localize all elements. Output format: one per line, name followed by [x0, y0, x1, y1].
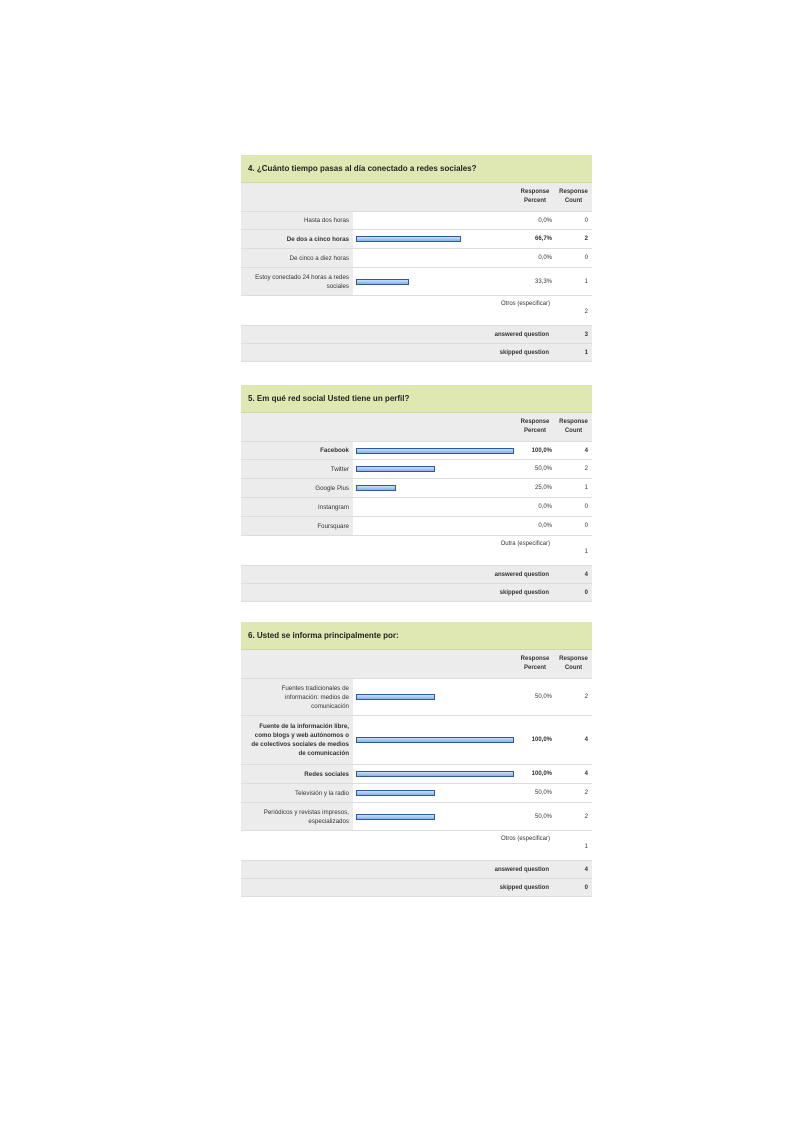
answered-value: 4	[584, 571, 588, 578]
bar-cell	[353, 517, 515, 535]
question-title: 4. ¿Cuánto tiempo pasas al día conectado a redes sociales?	[241, 155, 592, 183]
bar-cell	[353, 249, 515, 267]
response-percent: 33,3%	[534, 278, 552, 285]
response-bar	[356, 737, 514, 743]
answer-label: Google Plus	[241, 479, 353, 497]
bar-cell	[353, 268, 515, 295]
response-percent: 66,7%	[534, 236, 552, 242]
response-percent: 100,0%	[531, 447, 552, 454]
answered-value: 3	[584, 331, 588, 338]
answer-row	[241, 784, 592, 803]
response-count: 2	[584, 790, 588, 796]
answer-label: Instangram	[241, 498, 353, 516]
bar-cell	[353, 679, 515, 715]
answer-label: Hasta dos horas	[241, 212, 353, 229]
response-percent: 50,0%	[534, 466, 552, 472]
bar-cell	[353, 479, 515, 497]
survey-question-5	[241, 385, 592, 602]
answer-label: Twitter	[241, 460, 353, 478]
other-count: 1	[584, 844, 588, 850]
answer-row	[241, 716, 592, 765]
answered-label: answered question	[494, 571, 549, 578]
answer-row	[241, 517, 592, 536]
response-bar	[356, 790, 435, 796]
response-count: 2	[584, 466, 588, 472]
bar-cell	[353, 212, 515, 229]
response-count: 0	[584, 255, 588, 261]
skipped-question-row	[241, 344, 592, 362]
survey-question-6	[241, 622, 592, 897]
response-percent: 100,0%	[531, 771, 552, 777]
bar-cell	[353, 803, 515, 830]
response-bar	[356, 694, 435, 700]
answer-label: Foursquare	[241, 517, 353, 535]
answered-question-row	[241, 326, 592, 344]
bar-cell	[353, 442, 515, 459]
response-percent: 50,0%	[534, 813, 552, 820]
answer-label: Periódicos y revistas impresos, especializados	[241, 803, 353, 830]
survey-question-4	[241, 155, 592, 362]
bar-cell	[353, 784, 515, 802]
answered-value: 4	[584, 866, 588, 873]
skipped-value: 0	[584, 589, 588, 596]
response-percent: 50,0%	[534, 790, 552, 796]
response-count: 2	[584, 236, 588, 242]
response-count-header: Response Count	[559, 189, 588, 204]
answer-row	[241, 498, 592, 517]
skipped-label: skipped question	[499, 349, 549, 356]
bar-cell	[353, 498, 515, 516]
response-percent: 0,0%	[538, 504, 552, 510]
skipped-question-row	[241, 879, 592, 897]
answered-label: answered question	[494, 331, 549, 338]
response-percent-header: Response Percent	[520, 656, 550, 671]
response-count: 0	[584, 217, 588, 224]
question-title: 5. Em qué red social Usted tiene un perfil?	[241, 385, 592, 413]
response-percent: 0,0%	[538, 523, 552, 529]
response-bar	[356, 771, 514, 777]
response-bar	[356, 448, 514, 454]
response-count-header: Response Count	[559, 656, 588, 671]
other-row	[241, 536, 592, 566]
question-title: 6. Usted se informa principalmente por:	[241, 622, 592, 650]
response-count: 4	[584, 771, 588, 777]
skipped-label: skipped question	[499, 589, 549, 596]
skipped-label: skipped question	[499, 884, 549, 891]
response-bar	[356, 466, 435, 472]
response-percent: 50,0%	[534, 694, 552, 700]
response-count: 4	[584, 447, 588, 454]
answer-label: Redes sociales	[241, 765, 353, 783]
answer-row	[241, 679, 592, 716]
response-count: 2	[584, 694, 588, 700]
response-percent: 100,0%	[531, 737, 552, 743]
skipped-value: 0	[584, 884, 588, 891]
other-row	[241, 296, 592, 326]
answer-row	[241, 460, 592, 479]
bar-cell	[353, 460, 515, 478]
response-count: 1	[584, 278, 588, 285]
response-percent: 25,0%	[534, 485, 552, 491]
response-bar	[356, 814, 435, 820]
skipped-value: 1	[584, 349, 588, 356]
answer-row	[241, 803, 592, 831]
response-percent: 0,0%	[538, 217, 552, 224]
response-percent-header: Response Percent	[520, 189, 550, 204]
answer-row	[241, 212, 592, 230]
response-percent-header: Response Percent	[520, 419, 550, 434]
response-count: 2	[584, 813, 588, 820]
answer-label: Fuente de la información libre, como blogs y web autónomos o de colectivos sociales de medios de comunicación	[241, 716, 353, 764]
response-count-header: Response Count	[559, 419, 588, 434]
answer-label: Televisión y la radio	[241, 784, 353, 802]
other-count: 1	[584, 549, 588, 555]
response-count: 0	[584, 523, 588, 529]
answer-row	[241, 268, 592, 296]
column-header	[241, 650, 592, 679]
answer-row	[241, 249, 592, 268]
response-count: 4	[584, 737, 588, 743]
skipped-question-row	[241, 584, 592, 602]
answer-label: De dos a cinco horas	[241, 230, 353, 248]
column-header	[241, 183, 592, 212]
other-label: Outra (especificar)	[500, 541, 550, 547]
answer-row	[241, 765, 592, 784]
response-bar	[356, 485, 396, 491]
answered-question-row	[241, 861, 592, 879]
column-header	[241, 413, 592, 442]
other-row	[241, 831, 592, 861]
answer-label: De cinco a diez horas	[241, 249, 353, 267]
answer-label: Estoy conectado 24 horas a redes sociales	[241, 268, 353, 295]
response-bar	[356, 279, 409, 285]
response-percent: 0,0%	[538, 255, 552, 261]
other-label: Otros (especificar)	[500, 836, 550, 842]
answered-label: answered question	[494, 866, 549, 873]
answer-label: Facebook	[241, 442, 353, 459]
bar-cell	[353, 230, 515, 248]
other-count: 2	[584, 309, 588, 315]
response-count: 0	[584, 504, 588, 510]
response-count: 1	[584, 485, 588, 491]
bar-cell	[353, 765, 515, 783]
answer-row	[241, 230, 592, 249]
answered-question-row	[241, 566, 592, 584]
answer-row	[241, 442, 592, 460]
response-bar	[356, 236, 461, 242]
answer-row	[241, 479, 592, 498]
bar-cell	[353, 716, 515, 764]
answer-label: Fuentes tradicionales de información: medios de comunicación	[241, 679, 353, 715]
other-label: Otros (especificar)	[500, 301, 550, 307]
